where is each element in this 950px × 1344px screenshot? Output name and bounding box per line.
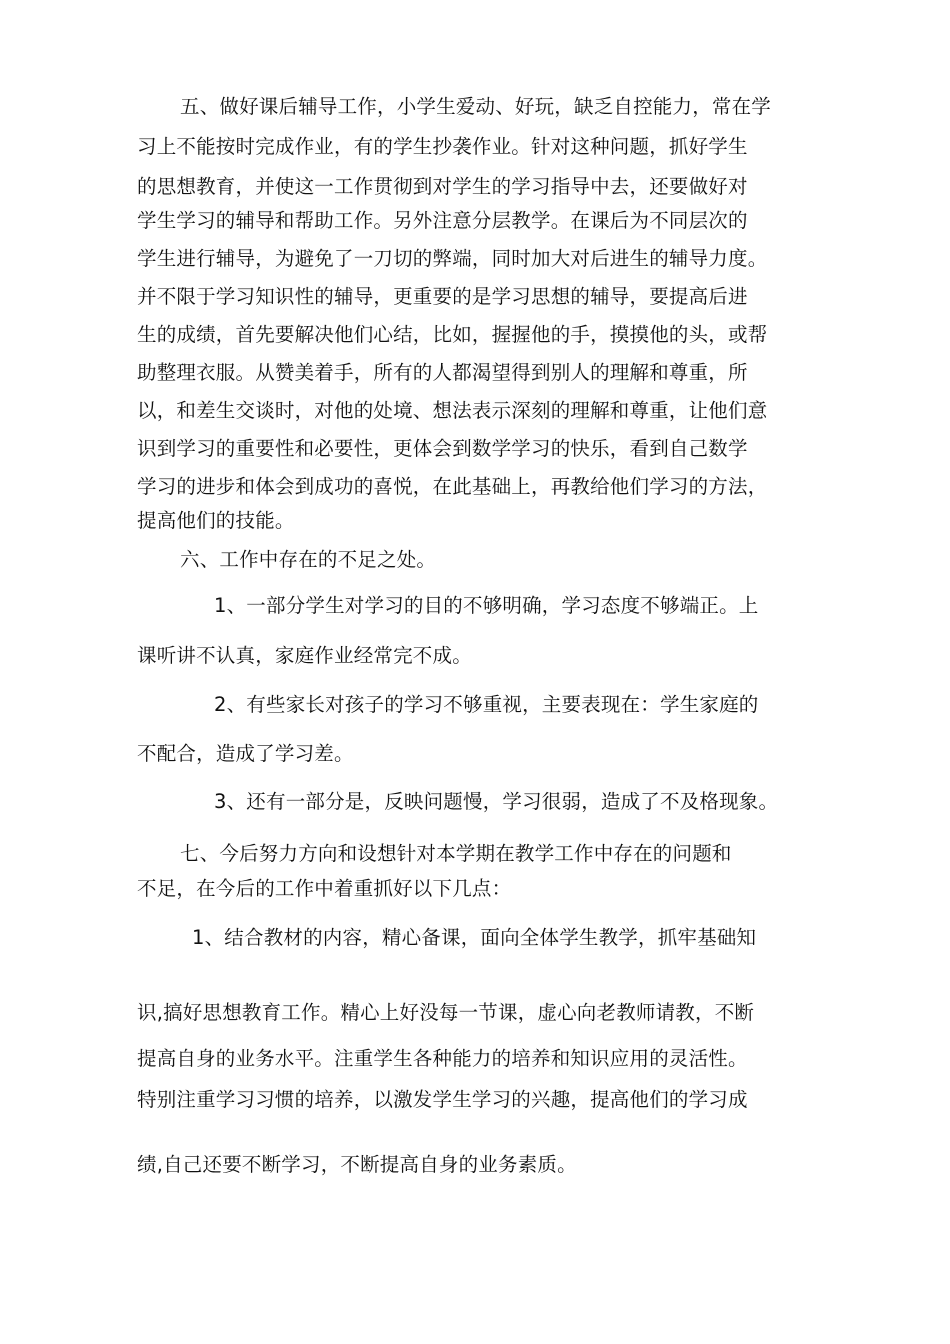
section5-line-3: 的思想教育，并使这一工作贯彻到对学生的学习指导中去，还要做好对 bbox=[137, 175, 748, 198]
section7-heading-line-2: 不足，在今后的工作中着重抓好以下几点： bbox=[137, 877, 512, 900]
section5-line-10: 识到学习的重要性和必要性，更体会到数学学习的快乐，看到自己数学 bbox=[137, 437, 748, 460]
section6-heading: 六、工作中存在的不足之处。 bbox=[180, 548, 437, 571]
section5-line-12: 提高他们的技能。 bbox=[137, 509, 295, 532]
section5-line-9: 以，和差生交谈时，对他的处境、想法表示深刻的理解和尊重，让他们意 bbox=[137, 399, 768, 422]
section6-item3-line-1: 3、还有一部分是，反映问题慢，学习很弱，造成了不及格现象。 bbox=[214, 790, 779, 813]
section6-item2-line-2: 不配合，造成了学习差。 bbox=[137, 742, 354, 765]
section6-item1-line-2: 课听讲不认真，家庭作业经常完不成。 bbox=[137, 644, 472, 667]
section5-line-5: 学生进行辅导，为避免了一刀切的弊端，同时加大对后进生的辅导力度。 bbox=[137, 247, 768, 270]
section5-line-11: 学习的进步和体会到成功的喜悦，在此基础上，再教给他们学习的方法， bbox=[137, 475, 768, 498]
section7-item1-line-4: 特别注重学习习惯的培养，以激发学生学习的兴趣，提高他们的学习成 bbox=[137, 1088, 748, 1111]
section7-item1-line-1: 1、结合教材的内容，精心备课，面向全体学生教学，抓牢基础知 bbox=[192, 926, 757, 949]
section6-item1-line-1: 1、一部分学生对学习的目的不够明确，学习态度不够端正。上 bbox=[214, 594, 759, 617]
section5-line-6: 并不限于学习知识性的辅导，更重要的是学习思想的辅导，要提高后进 bbox=[137, 285, 748, 308]
section7-item1-line-5: 绩,自己还要不断学习，不断提高自身的业务素质。 bbox=[137, 1153, 577, 1176]
section5-line-2: 习上不能按时完成作业，有的学生抄袭作业。针对这种问题，抓好学生 bbox=[137, 135, 748, 158]
section5-line-4: 学生学习的辅导和帮助工作。另外注意分层教学。在课后为不同层次的 bbox=[137, 209, 748, 232]
section6-item2-line-1: 2、有些家长对孩子的学习不够重视，主要表现在：学生家庭的 bbox=[214, 693, 759, 716]
section5-line-8: 助整理衣服。从赞美着手，所有的人都渴望得到别人的理解和尊重，所 bbox=[137, 361, 748, 384]
section7-heading-line-1: 七、今后努力方向和设想针对本学期在教学工作中存在的问题和 bbox=[180, 842, 732, 865]
section7-item1-line-2: 识,搞好思想教育工作。精心上好没每一节课，虚心向老教师请教，不断 bbox=[137, 1001, 755, 1024]
section7-item1-line-3: 提高自身的业务水平。注重学生各种能力的培养和知识应用的灵活性。 bbox=[137, 1047, 748, 1070]
section5-line-7: 生的成绩，首先要解决他们心结，比如，握握他的手，摸摸他的头，或帮 bbox=[137, 323, 768, 346]
section5-line-1: 五、做好课后辅导工作，小学生爱动、好玩，缺乏自控能力，常在学 bbox=[180, 95, 772, 118]
